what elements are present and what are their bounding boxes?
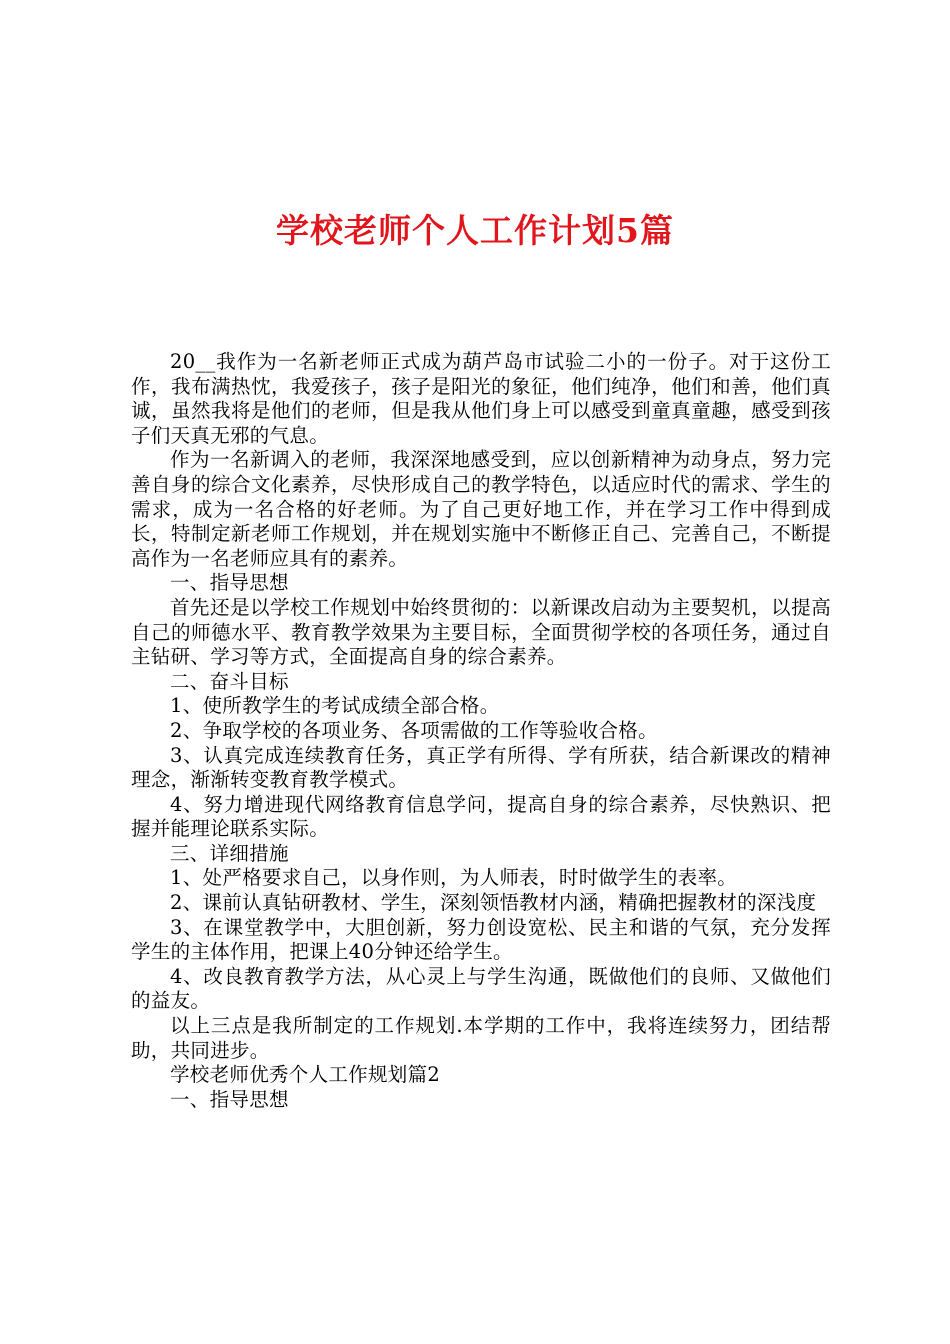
- paragraph: 20__我作为一名新老师正式成为葫芦岛市试验二小的一份子。对于这份工作，我布满热忱，我爱孩子，孩子是阳光的象征，他们纯净，他们和善，他们真诚，虽然我将是他们的老师，但是我从他们身上可以感受到童真童趣，感受到孩子们天真无邪的气息。: [131, 350, 831, 447]
- list-item: 1、使所教学生的考试成绩全部合格。: [170, 694, 500, 718]
- paragraph: 以上三点是我所制定的工作规划.本学期的工作中，我将连续努力，团结帮助，共同进步。: [131, 1014, 831, 1062]
- paragraph: 首先还是以学校工作规划中始终贯彻的：以新课改启动为主要契机，以提高自己的师德水平、教育教学效果为主要目标，全面贯彻学校的各项任务，通过自主钻研、学习等方式，全面提高自身的综合素养。: [131, 595, 831, 669]
- section-heading: 一、指导思想: [170, 1087, 289, 1111]
- document-title: 学校老师个人工作计划5篇: [276, 211, 674, 250]
- section-title: 学校老师优秀个人工作规划篇2: [170, 1063, 441, 1087]
- list-item: 4、改良教育教学方法，从心灵上与学生沟通，既做他们的良师、又做他们的益友。: [131, 964, 831, 1013]
- list-item: 1、处严格要求自己，以身作则，为人师表，时时做学生的表率。: [170, 866, 738, 890]
- paragraph: 作为一名新调入的老师，我深深地感受到，应以创新精神为动身点，努力完善自身的综合文化素养，尽快形成自己的教学特色，以适应时代的需求、学生的需求，成为一名合格的好老师。为了自己更好地工作，并在学习工作中得到成长，特制定新老师工作规划，并在规划实施中不断修正自己、完善自己，不断提高作为一名老师应具有的素养。: [131, 448, 831, 570]
- list-item: 2、课前认真钻研教材、学生，深刻领悟教材内涵，精确把握教材的深浅度: [170, 891, 817, 915]
- document-body: [131, 350, 831, 1112]
- section-heading: 三、详细措施: [170, 841, 289, 865]
- list-item: 2、争取学校的各项业务、各项需做的工作等验收合格。: [170, 718, 658, 742]
- section-heading: 二、奋斗目标: [170, 669, 289, 693]
- section-heading: 一、指导思想: [170, 571, 289, 595]
- list-item: 3、认真完成连续教育任务，真正学有所得、学有所获，结合新课改的精神理念，渐渐转变教育教学模式。: [131, 743, 831, 792]
- list-item: 3、在课堂教学中，大胆创新，努力创设宽松、民主和谐的气氛，充分发挥学生的主体作用，把课上40分钟还给学生。: [131, 915, 831, 964]
- list-item: 4、努力增进现代网络教育信息学问，提高自身的综合素养，尽快熟识、把握并能理论联系实际。: [131, 792, 831, 841]
